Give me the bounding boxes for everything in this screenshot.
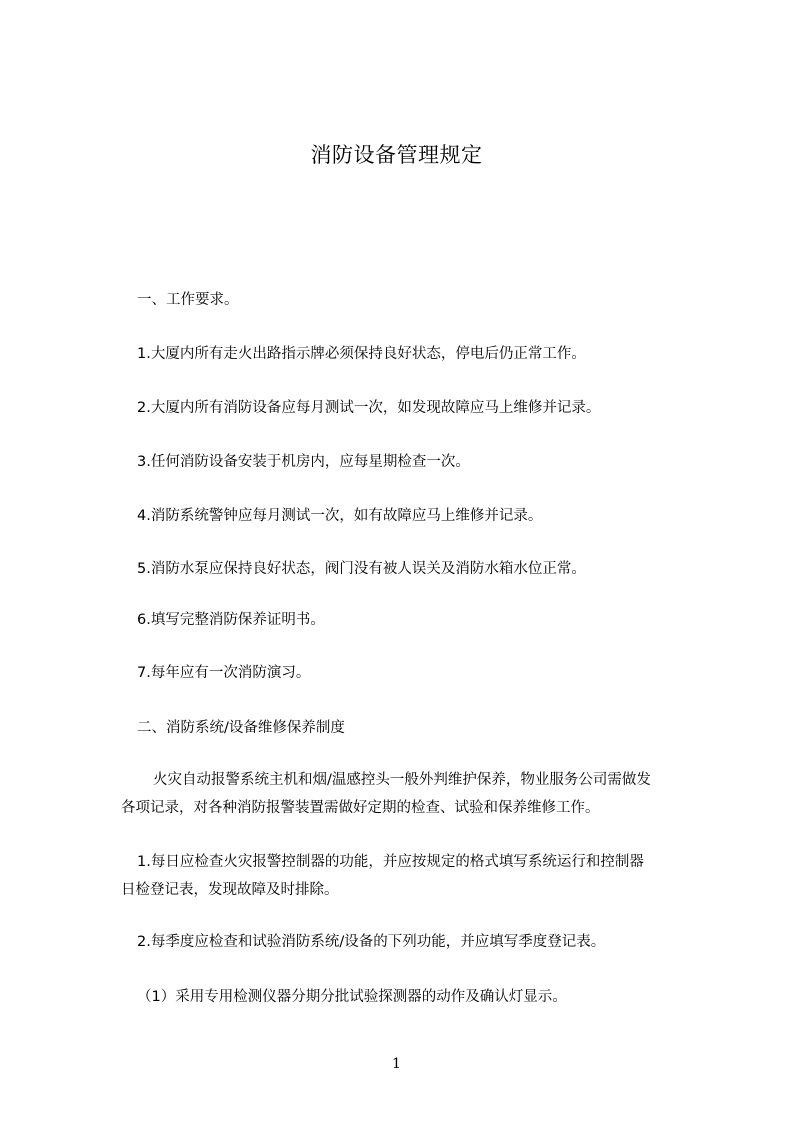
sub-list-item: （1）采用专用检测仪器分期分批试验探测器的动作及确认灯显示。 bbox=[137, 989, 567, 1005]
list-item: 1.大厦内所有走火出路指示牌必须保持良好状态，停电后仍正常工作。 bbox=[137, 346, 586, 362]
paragraph-line: 火灾自动报警系统主机和烟/温感控头一般外判维护保养，物业服务公司需做发 bbox=[153, 772, 651, 788]
section-heading-maintenance-system: 二、消防系统/设备维修保养制度 bbox=[137, 720, 345, 736]
list-item: 2.每季度应检查和试验消防系统/设备的下列功能，并应填写季度登记表。 bbox=[137, 934, 606, 950]
list-item-line: 1.每日应检查火灾报警控制器的功能，并应按规定的格式填写系统运行和控制器 bbox=[137, 854, 644, 870]
list-item: 4.消防系统警钟应每月测试一次，如有故障应马上维修并记录。 bbox=[137, 508, 543, 524]
list-item: 6.填写完整消防保养证明书。 bbox=[137, 612, 325, 628]
list-item: 2.大厦内所有消防设备应每月测试一次，如发现故障应马上维修并记录。 bbox=[137, 400, 601, 416]
section-heading-work-requirements: 一、工作要求。 bbox=[137, 292, 239, 308]
list-item-line: 日检登记表，发现故障及时排除。 bbox=[121, 882, 339, 898]
list-item: 5.消防水泵应保持良好状态，阀门没有被人误关及消防水箱水位正常。 bbox=[137, 561, 586, 577]
page-number: 1 bbox=[392, 1056, 401, 1072]
document-title: 消防设备管理规定 bbox=[310, 143, 483, 167]
paragraph-line: 各项记录，对各种消防报警装置需做好定期的检查、试验和保养维修工作。 bbox=[121, 800, 600, 816]
list-item: 7.每年应有一次消防演习。 bbox=[137, 665, 311, 681]
list-item: 3.任何消防设备安装于机房内，应每星期检查一次。 bbox=[137, 454, 470, 470]
